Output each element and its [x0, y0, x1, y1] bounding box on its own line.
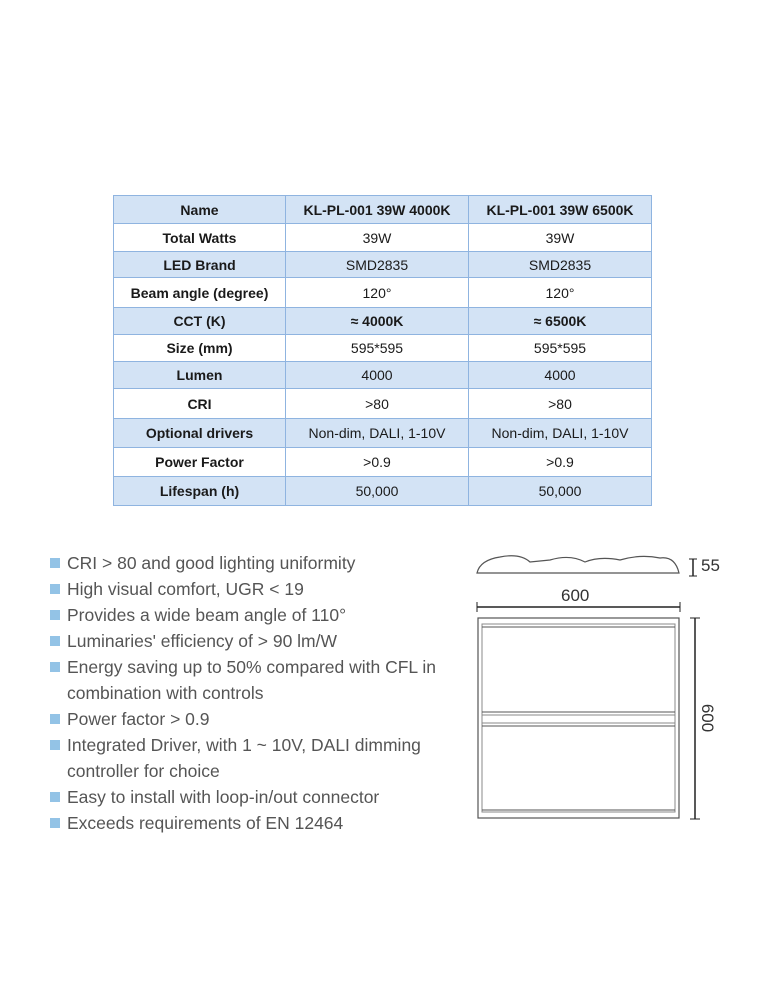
row-label: CCT (K): [114, 308, 286, 335]
feature-item: [50, 732, 450, 784]
row-label: Beam angle (degree): [114, 278, 286, 308]
cell-value: 39W: [286, 224, 469, 252]
feature-text: Luminaries' efficiency of > 90 lm/W: [67, 631, 338, 651]
cell-value: >80: [469, 389, 652, 419]
table-row: [114, 477, 652, 506]
cell-value: SMD2835: [469, 252, 652, 278]
feature-text: Energy saving up to 50% compared with CFL in combination with controls: [67, 657, 436, 703]
cell-value: 50,000: [469, 477, 652, 506]
cell-value: SMD2835: [286, 252, 469, 278]
bullet-square-icon: [50, 714, 60, 724]
row-label: Lumen: [114, 362, 286, 389]
feature-text: Power factor > 0.9: [67, 709, 210, 729]
table-row: [114, 389, 652, 419]
feature-item: [50, 576, 450, 602]
feature-item: [50, 784, 450, 810]
table-row: [114, 252, 652, 278]
feature-text: Easy to install with loop-in/out connector: [67, 787, 380, 807]
feature-item: [50, 706, 450, 732]
table-row: [114, 419, 652, 448]
height-label: 55: [701, 556, 720, 575]
cell-value: KL-PL-001 39W 4000K: [286, 196, 469, 224]
table-row: [114, 308, 652, 335]
bullet-square-icon: [50, 636, 60, 646]
cell-value: Non-dim, DALI, 1-10V: [286, 419, 469, 448]
row-label: Total Watts: [114, 224, 286, 252]
table-row: [114, 448, 652, 477]
bullet-square-icon: [50, 740, 60, 750]
cell-value: 595*595: [286, 335, 469, 362]
row-label: CRI: [114, 389, 286, 419]
cell-value: >0.9: [469, 448, 652, 477]
dimension-drawing: [460, 540, 730, 830]
cell-value: ≈ 4000K: [286, 308, 469, 335]
row-label: Size (mm): [114, 335, 286, 362]
cell-value: 120°: [286, 278, 469, 308]
bullet-square-icon: [50, 662, 60, 672]
table-row: [114, 224, 652, 252]
bullet-square-icon: [50, 610, 60, 620]
feature-item: [50, 550, 450, 576]
cell-value: ≈ 6500K: [469, 308, 652, 335]
feature-text: Provides a wide beam angle of 110°: [67, 605, 347, 625]
row-label: Name: [114, 196, 286, 224]
row-label: LED Brand: [114, 252, 286, 278]
feature-text: Exceeds requirements of EN 12464: [67, 813, 344, 833]
bullet-square-icon: [50, 792, 60, 802]
row-label: Lifespan (h): [114, 477, 286, 506]
row-label: Power Factor: [114, 448, 286, 477]
table-header-row: [114, 196, 652, 224]
bullet-square-icon: [50, 584, 60, 594]
table-row: [114, 278, 652, 308]
cell-value: 595*595: [469, 335, 652, 362]
feature-text: CRI > 80 and good lighting uniformity: [67, 553, 356, 573]
feature-item: [50, 810, 450, 836]
cell-value: 4000: [286, 362, 469, 389]
cell-value: 4000: [469, 362, 652, 389]
feature-text: High visual comfort, UGR < 19: [67, 579, 304, 599]
spec-table: [113, 195, 652, 506]
row-label: Optional drivers: [114, 419, 286, 448]
cell-value: Non-dim, DALI, 1-10V: [469, 419, 652, 448]
cell-value: KL-PL-001 39W 6500K: [469, 196, 652, 224]
cell-value: >0.9: [286, 448, 469, 477]
cell-value: >80: [286, 389, 469, 419]
cell-value: 50,000: [286, 477, 469, 506]
width-label: 600: [561, 586, 590, 605]
feature-item: [50, 602, 450, 628]
cell-value: 120°: [469, 278, 652, 308]
feature-item: [50, 654, 450, 706]
feature-text: Integrated Driver, with 1 ~ 10V, DALI dimming controller for choice: [67, 735, 421, 781]
bullet-square-icon: [50, 558, 60, 568]
table-row: [114, 362, 652, 389]
table-row: [114, 335, 652, 362]
length-label: 600: [698, 703, 718, 733]
feature-list: [50, 550, 450, 836]
cell-value: 39W: [469, 224, 652, 252]
bullet-square-icon: [50, 818, 60, 828]
feature-item: [50, 628, 450, 654]
